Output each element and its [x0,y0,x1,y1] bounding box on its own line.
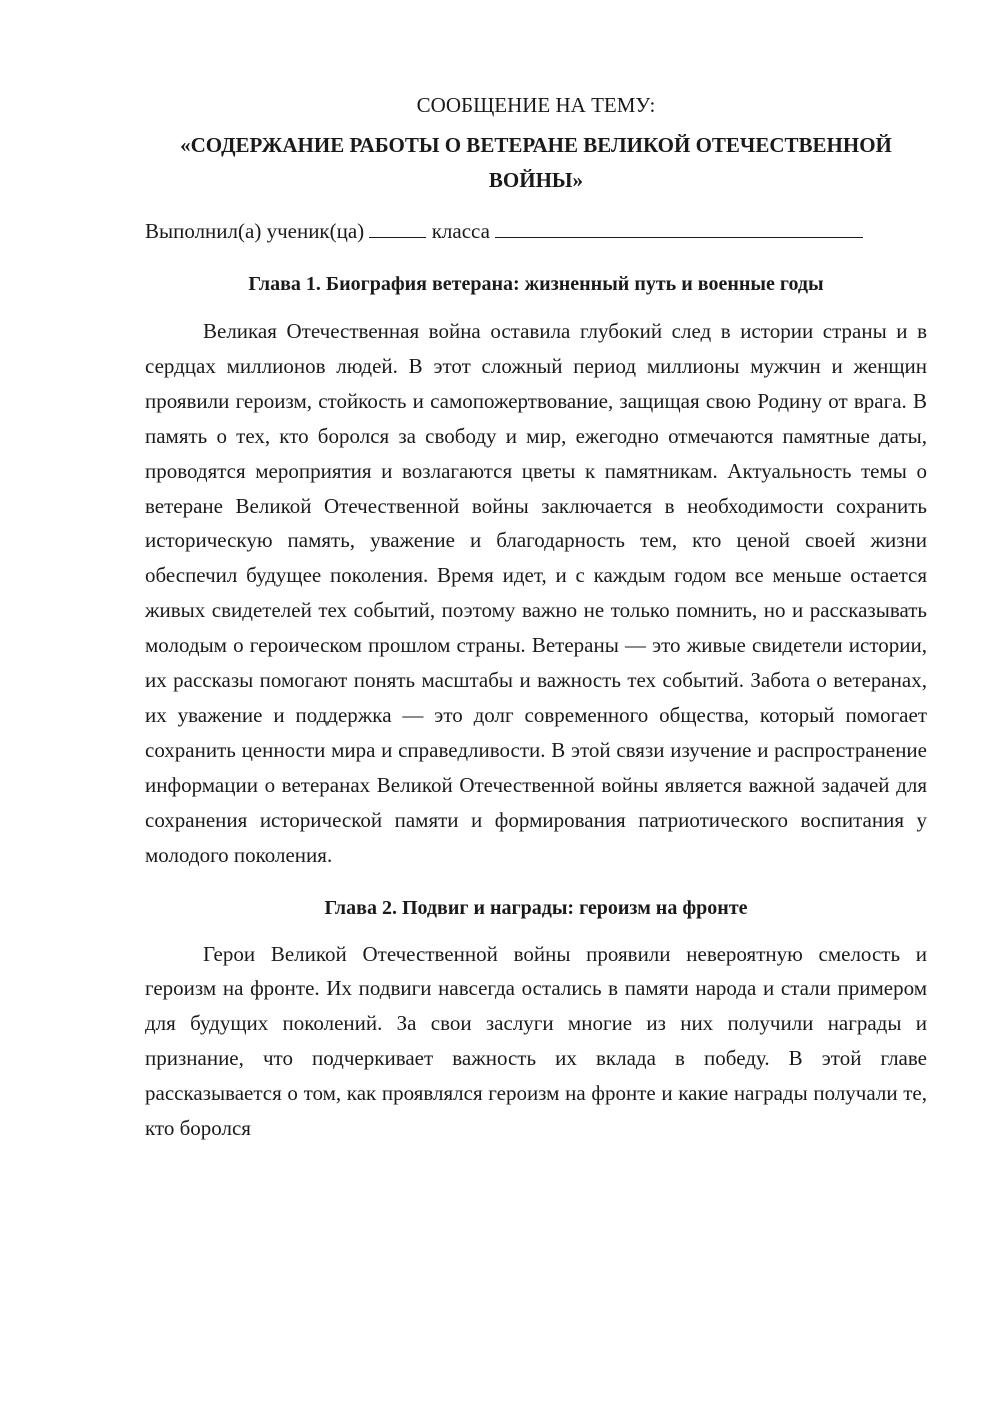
author-line [145,218,927,244]
chapter-1-title: Глава 1. Биография ветерана: жизненный путь и военные годы [248,273,824,295]
chapter-2-text: Герои Великой Отечественной войны проявили невероятную смелость и героизм на фронте. Их подвиги навсегда остались в памяти народа и стали примером для будущих поколений. За свои заслуги многие из них получили награды и признание, что подчеркивает важность их вклада в победу. В этой главе рассказывается о том, как проявлялся героизм на фронте и какие награды получали те, кто боролся [145,941,927,1141]
chapter-2-title: Глава 2. Подвиг и награды: героизм на фронте [324,896,748,919]
class-letter-blank [495,219,863,238]
chapter-1-text: Великая Отечественная война оставила глубокий след в истории страны и в сердцах миллионов людей. В этот сложный период миллионы мужчин и женщин проявили героизм, стойкость и самопожертвование, защищая свою Родину от врага. В память о тех, кто боролся за свободу и мир, ежегодно отмечаются памятные даты, проводятся мероприятия и возлагаются цветы к памятникам. Актуальность темы о ветеране Великой Отечественной войны заключается в необходимости сохранить историческую память, уважение и благодарность тем, кто ценой своей жизни обеспечил будущее поколения. Время идет, и с каждым годом все меньше остается живых свидетелей тех событий, поэтому важно не только помнить, но и рассказывать молодым о героическом прошлом страны. Ветераны — это живые свидетели истории, их рассказы помогают понять масштабы и важность тех событий. Забота о ветеранах, их уважение и поддержка — это долг современного общества, который помогает сохранить ценности мира и справедливости. В этой связи изучение и распространение информации о ветеранах Великой Отечественной войны является важной задачей для сохранения исторической памяти и формирования патриотического воспитания у молодого поколения. [145,319,927,867]
author-prefix: Выполнил(а) ученик(ца) [145,219,365,243]
class-number-blank [369,219,426,238]
document-heading: СООБЩЕНИЕ НА ТЕМУ: [416,93,656,117]
document-page [145,92,927,1146]
document-title: «СОДЕРЖАНИЕ РАБОТЫ О ВЕТЕРАНЕ ВЕЛИКОЙ ОТЕЧЕСТВЕННОЙ ВОЙНЫ» [180,133,892,192]
class-label: класса [431,219,490,243]
